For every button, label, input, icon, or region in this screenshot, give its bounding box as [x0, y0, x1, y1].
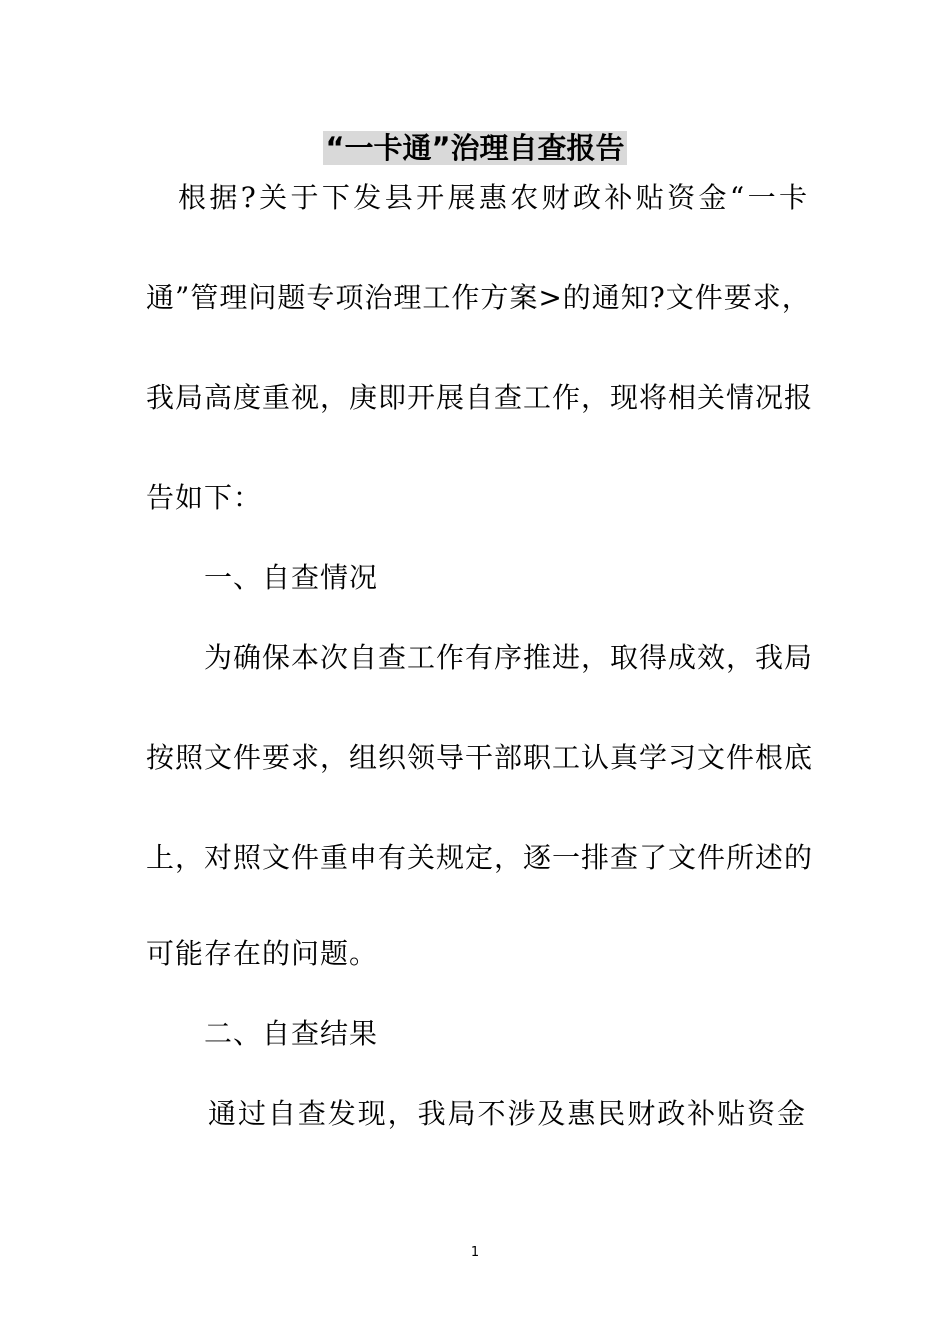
body-line-1: 根据?关于下发县开展惠农财政补贴资金“一卡 — [178, 181, 808, 214]
body-line-9: 通过自查发现，我局不涉及惠民财政补贴资金 — [208, 1097, 806, 1130]
body-line-7: 上，对照文件重申有关规定，逐一排查了文件所述的 — [146, 841, 814, 874]
document-title-text: “一卡通”治理自查报告 — [325, 131, 625, 165]
document-title — [0, 128, 950, 168]
section-heading-2: 二、自查结果 — [204, 1017, 379, 1050]
page-number: 1 — [470, 1245, 480, 1260]
body-line-5: 为确保本次自查工作有序推进，取得成效，我局 — [204, 641, 814, 674]
body-line-4: 告如下： — [146, 481, 263, 514]
body-line-8: 可能存在的问题。 — [146, 937, 379, 970]
section-heading-1: 一、自查情况 — [204, 561, 379, 594]
body-line-3: 我局高度重视，庚即开展自查工作，现将相关情况报 — [146, 381, 814, 414]
body-line-6: 按照文件要求，组织领导干部职工认真学习文件根底 — [146, 741, 814, 774]
body-line-2: 通”管理问题专项治理工作方案>的通知?文件要求， — [146, 281, 811, 314]
